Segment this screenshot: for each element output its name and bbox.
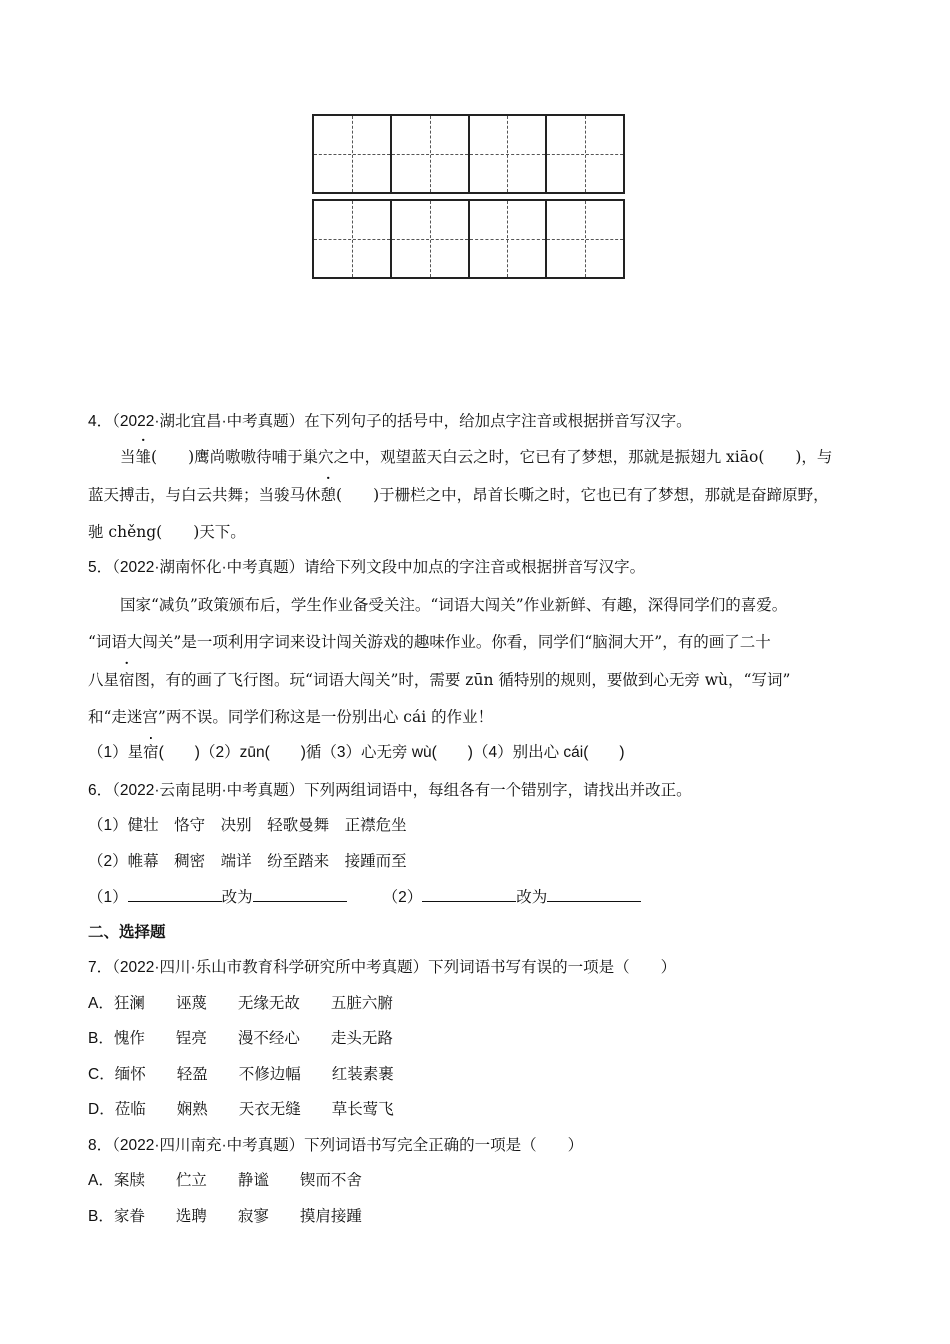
q6-answer-2-wrong-blank[interactable] (422, 887, 516, 902)
q4-heading: 4．（2022·湖北宜昌·中考真题）在下列句子的括号中，给加点字注音或根据拼音写汉字。 (88, 413, 692, 430)
q5-line-3 (88, 670, 790, 690)
q6-heading: 6．（2022·云南昆明·中考真题）下列两组词语中，每组各有一个错别字，请找出并改正。 (88, 782, 692, 799)
q8-option-b[interactable]: B．家眷 选聘 寂寥 摸肩接踵 (88, 1208, 362, 1225)
grid-cell (545, 116, 623, 192)
q5-answer-line (88, 743, 625, 763)
q5-answer-a: （1）星 (88, 744, 144, 761)
grid-cell (390, 116, 468, 192)
q6-group-1: （1）健壮 恪守 决别 轻歌曼舞 正襟危坐 (88, 817, 407, 834)
q6-answer-2-label: （2） (382, 889, 423, 906)
q4-line-1 (120, 447, 832, 467)
q6-group-2: （2）帷幕 稠密 端详 纷至踏来 接踵而至 (88, 853, 407, 870)
q6-answer-2-correct-blank[interactable] (547, 887, 641, 902)
q4-line-1-a: 当 (120, 448, 136, 466)
grid-cell (468, 201, 546, 277)
grid-cell (390, 201, 468, 277)
grid-cell (314, 201, 390, 277)
q8-option-a[interactable]: A．案牍 伫立 静谧 锲而不舍 (88, 1172, 362, 1189)
q4-line-2-b: ( )于栅栏之中，昂首长嘶之时，它也已有了梦想，那就是奋蹄原野， (336, 486, 829, 504)
q4-dotted-char-2: 憩 (320, 486, 337, 504)
q6-answer-2-mid: 改为 (516, 889, 548, 906)
q6-answer-1-correct-blank[interactable] (253, 887, 347, 902)
q6-answer-line (88, 887, 641, 908)
q7-option-c[interactable]: C．缅怀 轻盈 不修边幅 红装素裹 (88, 1066, 394, 1083)
q5-heading: 5．（2022·湖南怀化·中考真题）请给下列文段中加点的字注音或根据拼音写汉字。 (88, 559, 646, 576)
q7-option-b[interactable]: B．愧作 锃亮 漫不经心 走头无路 (88, 1030, 393, 1047)
writing-grid-row-1 (312, 114, 625, 194)
q8-heading: 8．（2022·四川南充·中考真题）下列词语书写完全正确的一项是（ ） (88, 1137, 584, 1154)
grid-cell (314, 116, 390, 192)
grid-cell (468, 116, 546, 192)
q6-answer-1-wrong-blank[interactable] (128, 887, 222, 902)
q5-answer-dotted-char: 宿 (143, 744, 159, 761)
q5-answer-b: ( )（2）zūn( )循（3）心无旁 wù( )（4）别出心 cái( ) (158, 744, 625, 761)
q5-line-4: 和“走迷宫”两不误。同学们称这是一份别出心 cái 的作业！ (88, 708, 494, 726)
q4-dotted-char-1: 雏 (135, 448, 152, 466)
writing-grid-row-2 (312, 199, 625, 279)
q6-answer-1-mid: 改为 (221, 889, 253, 906)
q7-option-a[interactable]: A．狂澜 诬蔑 无缘无故 五脏六腑 (88, 995, 393, 1012)
q4-line-2 (88, 485, 829, 505)
section-heading-choice: 二、选择题 (88, 924, 166, 941)
q5-line-3-b: 图，有的画了飞行图。玩“词语大闯关”时，需要 zūn 循特别的规则，要做到心无旁 wù，“写词” (134, 671, 791, 689)
q5-line-2: “词语大闯关”是一项利用字词来设计闯关游戏的趣味作业。你看，同学们“脑洞大开”，有的画了二十 (88, 633, 771, 651)
q5-line-1: 国家“减负”政策颁布后，学生作业备受关注。“词语大闯关”作业新鲜、有趣，深得同学们的喜爱。 (120, 596, 788, 614)
q6-answer-1-label: （1） (88, 889, 128, 906)
q5-dotted-char: 宿 (119, 671, 135, 689)
q4-line-2-a: 蓝天搏击，与白云共舞；当骏马休 (88, 486, 321, 504)
q7-option-d[interactable]: D．莅临 娴熟 天衣无缝 草长莺飞 (88, 1101, 394, 1118)
q4-line-1-b: ( )鹰尚嗷嗷待哺于巢穴之中，观望蓝天白云之时，它已有了梦想，那就是振翅九 xiāo( )，与 (151, 448, 833, 466)
grid-cell (545, 201, 623, 277)
q7-heading: 7．（2022·四川·乐山市教育科学研究所中考真题）下列词语书写有误的一项是（ ） (88, 959, 677, 976)
q5-line-3-a: 八星 (88, 671, 120, 689)
q4-line-3: 驰 chěng( )天下。 (88, 523, 246, 541)
